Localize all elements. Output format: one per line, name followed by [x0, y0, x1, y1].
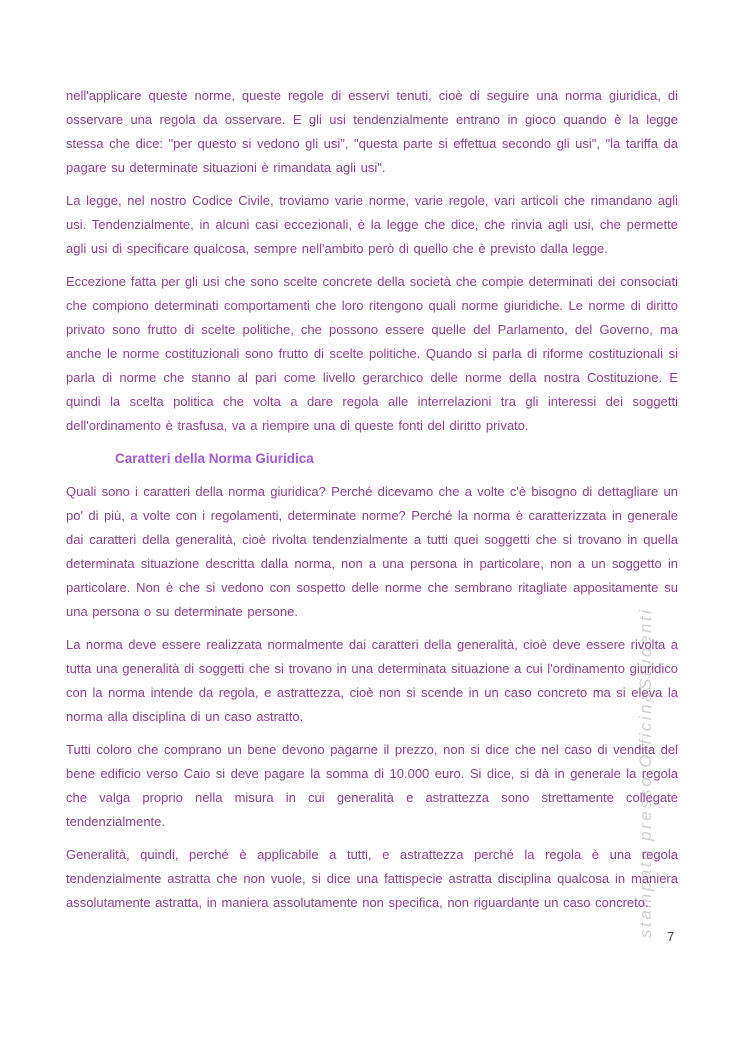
page-content — [66, 84, 678, 924]
paragraph: nell'applicare queste norme, queste regole di esservi tenuti, cioè di seguire una norma giuridica, di osservare una regola da osservare. E gli usi tendenzialmente entrano in gioco quando è la legge stessa che dice: "per questo si vedono gli usi", "questa parte si effettua secondo gli usi", "la tariffa da pagare su determinate situazioni è rimandata agli usi". — [66, 88, 678, 175]
paragraph: Quali sono i caratteri della norma giuridica? Perché dicevamo che a volte c'è bisogno di dettagliare un po' di più, a volte con i regolamenti, determinate norme? Perché la norma è caratterizzata in generale dai caratteri della generalità, cioè rivolta tendenzialmente a tutti quei soggetti che si trovano in quella determinata situazione descritta dalla norma, non a una persona in particolare, non a un soggetto in particolare. Non è che si vedono con sospetto delle norme che sembrano ritagliate appositamente su una persona o su determinate persone. — [66, 484, 678, 619]
page-number: 7 — [667, 929, 675, 944]
watermark-text: stampato presso OfficinaStudenti — [636, 607, 655, 938]
paragraph: Tutti coloro che comprano un bene devono pagarne il prezzo, non si dice che nel caso di vendita del bene edificio verso Caio si deve pagare la somma di 10.000 euro. Si dice, si dà in generale la regola che valga proprio nella misura in cui generalità e astrattezza sono strettamente collegate tendenzialmente. — [66, 742, 678, 829]
paragraph: La norma deve essere realizzata normalmente dai caratteri della generalità, cioè deve essere rivolta a tutta una generalità di soggetti che si trovano in una determinata situazione a cui l'ordinamento giuridico con la norma intende da regola, e astrattezza, cioè non si scende in un caso concreto ma si eleva la norma alla disciplina di un caso astratto. — [66, 637, 678, 724]
section-heading: Caratteri della Norma Giuridica — [115, 451, 314, 466]
paragraph: La legge, nel nostro Codice Civile, troviamo varie norme, varie regole, vari articoli che rimandano agli usi. Tendenzialmente, in alcuni casi eccezionali, è la legge che dice, che rinvia agli usi, che permette agli usi di specificare qualcosa, sempre nell'ambito però di quello che è previsto dalla legge. — [66, 193, 678, 256]
paragraph: Eccezione fatta per gli usi che sono scelte concrete della società che compie determinati dei consociati che compiono determinati comportamenti che loro ritengono quali norme giuridiche. Le norme di diritto privato sono frutto di scelte politiche, che possono essere quelle del Parlamento, del Governo, ma anche le norme costituzionali sono frutto di scelte politiche. Quando si parla di riforme costituzionali si parla di norme che stanno al pari come livello gerarchico delle norme della nostra Costituzione. E quindi la scelta politica che volta a dare regola alle interrelazioni tra gli interessi dei soggetti dell'ordinamento è trasfusa, va a riempire una di queste fonti del diritto privato. — [66, 274, 678, 433]
paragraph: Generalità, quindi, perché è applicabile a tutti, e astrattezza perché la regola è una regola tendenzialmente astratta che non vuole, si dice una fattispecie astratta disciplina qualcosa in maniera assolutamente astratta, in maniera assolutamente non specifica, non riguardante un caso concreto. — [66, 847, 678, 910]
